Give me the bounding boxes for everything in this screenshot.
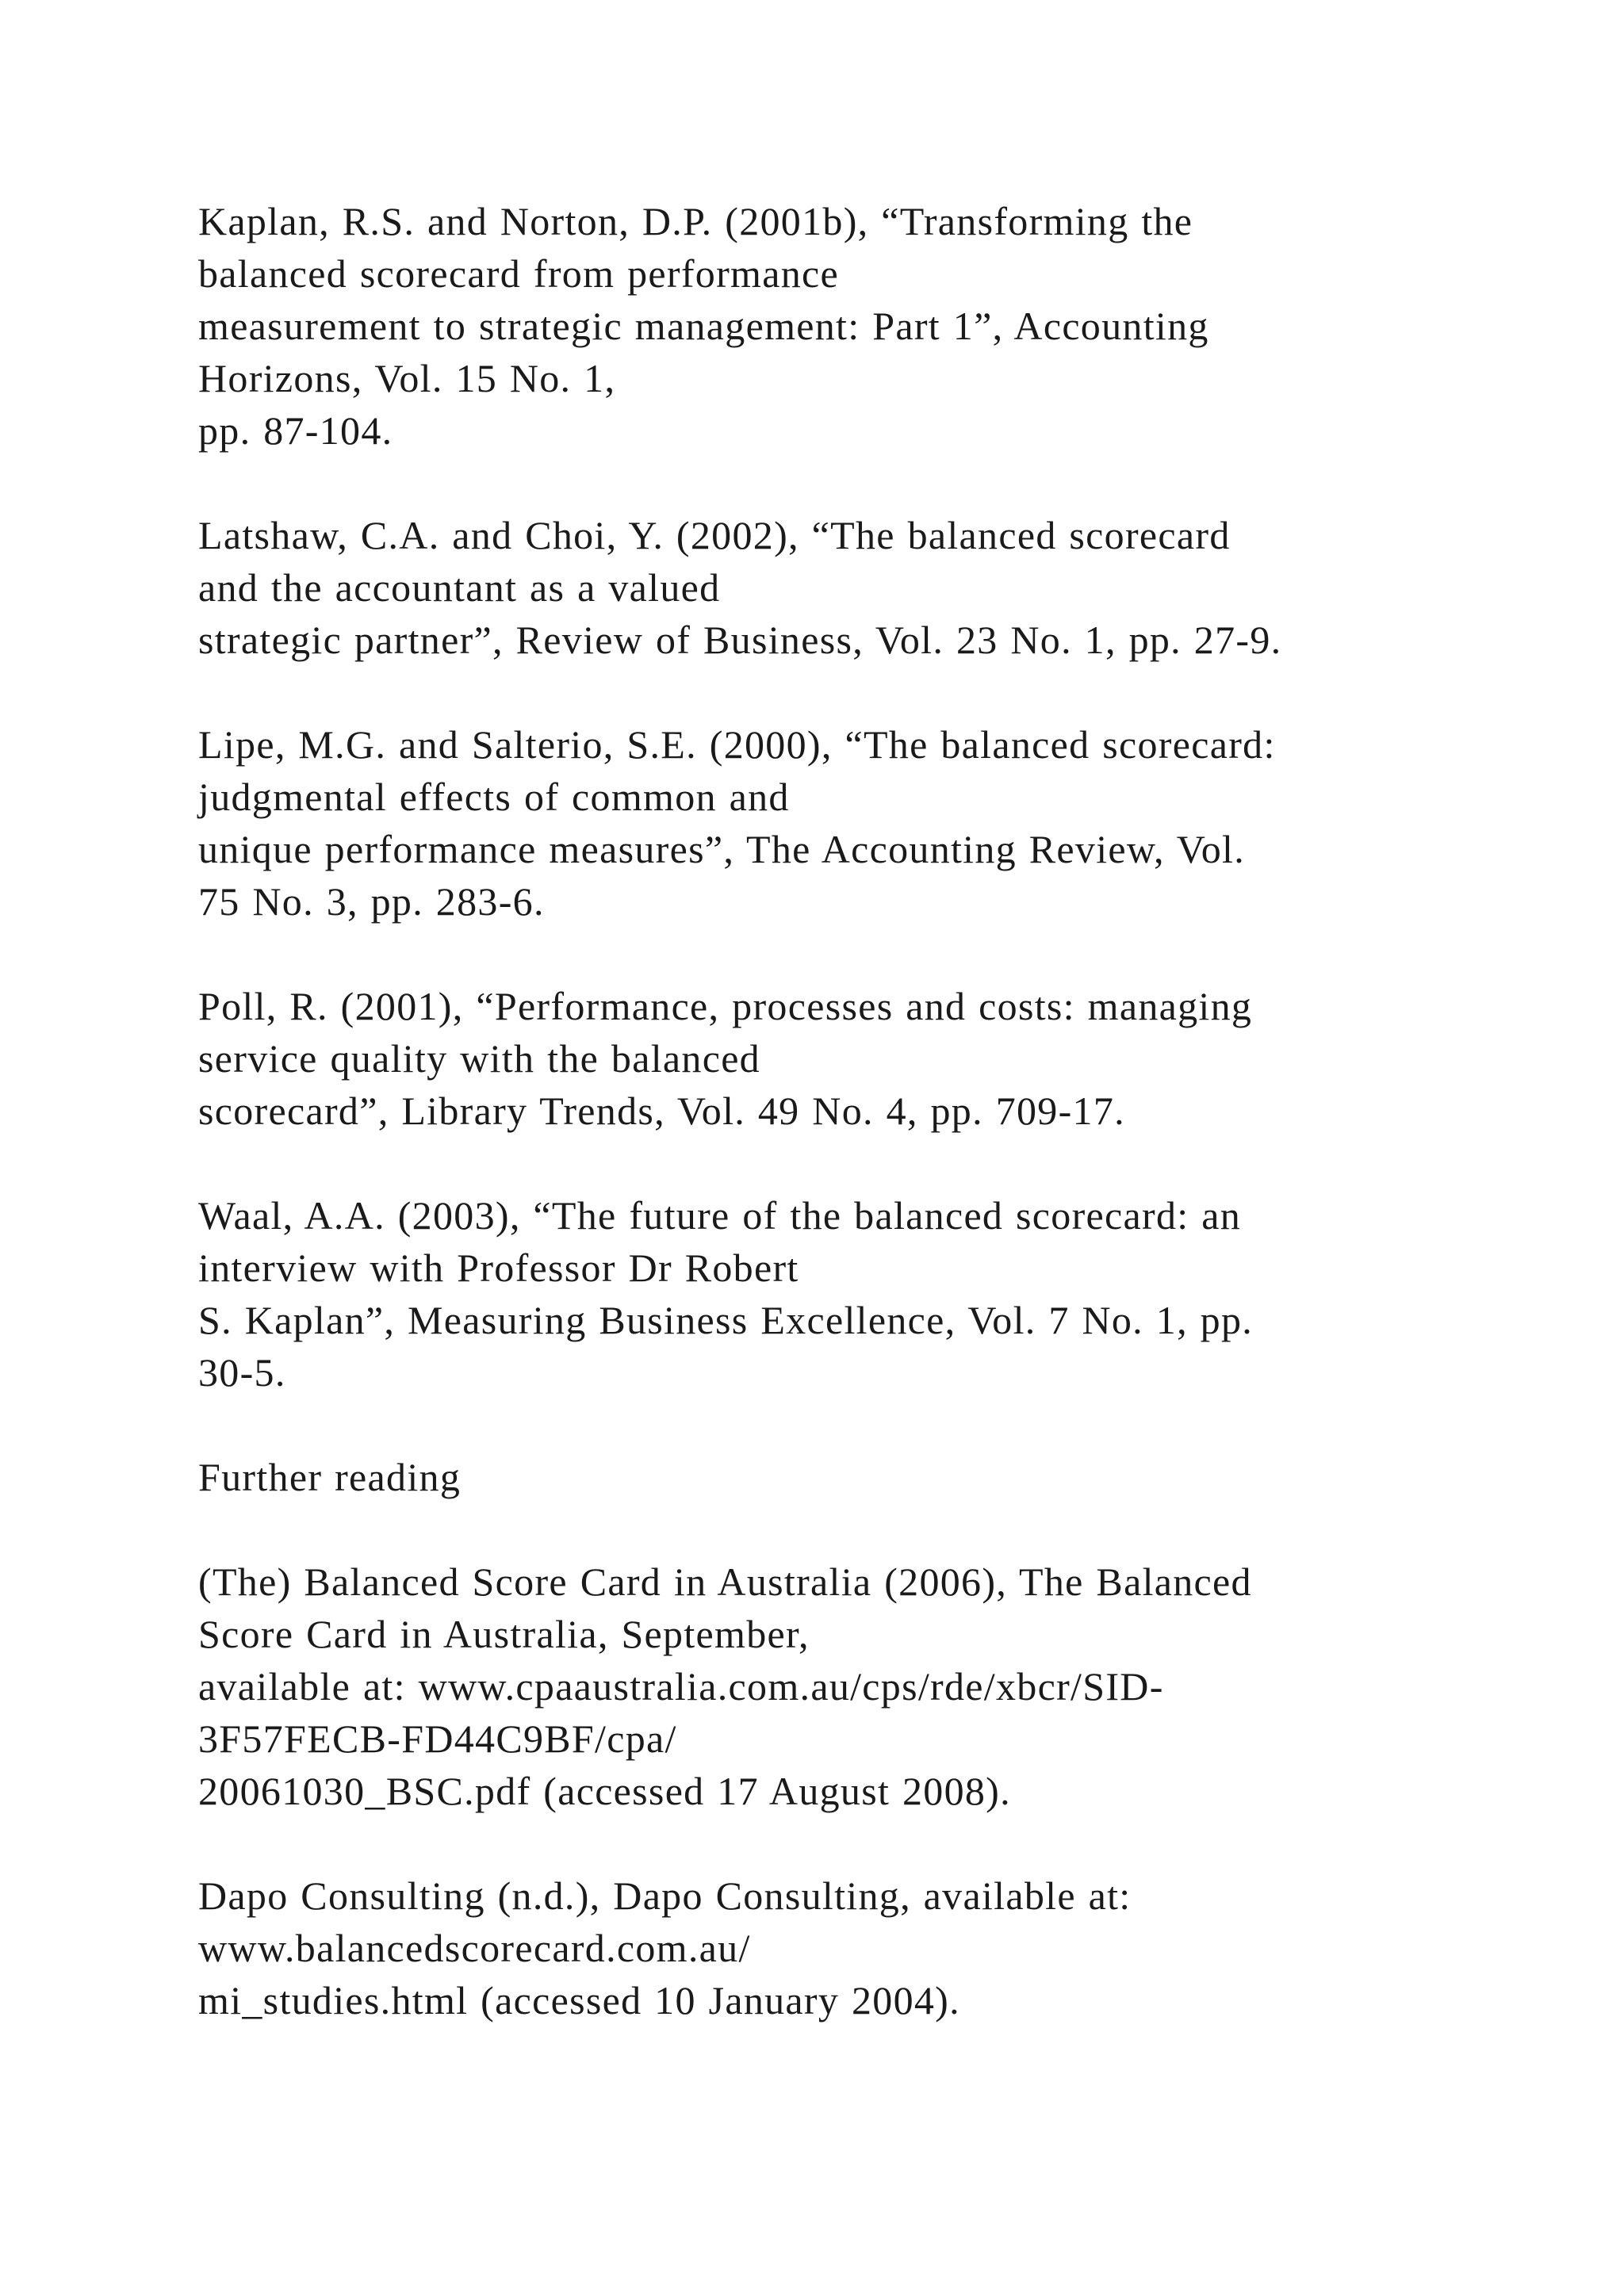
reference-latshaw-choi-2002 <box>198 509 1546 666</box>
reference-line: 75 No. 3, pp. 283-6. <box>198 879 545 924</box>
reference-line: balanced scorecard from performance <box>198 251 839 296</box>
reference-line: judgmental effects of common and <box>198 775 790 819</box>
reference-line: mi_studies.html (accessed 10 January 2004). <box>198 1978 960 2022</box>
further-reading-dapo-consulting <box>198 1869 1546 2026</box>
reference-line: Waal, A.A. (2003), “The future of the balanced scorecard: an <box>198 1193 1242 1238</box>
reference-line: 20061030_BSC.pdf (accessed 17 August 2008). <box>198 1769 1011 1813</box>
reference-waal-2003 <box>198 1189 1546 1399</box>
further-reading-heading <box>198 1451 1546 1503</box>
reference-line: 30-5. <box>198 1350 286 1395</box>
reference-line: S. Kaplan”, Measuring Business Excellence, Vol. 7 No. 1, pp. <box>198 1298 1254 1342</box>
reference-line: Latshaw, C.A. and Choi, Y. (2002), “The balanced scorecard <box>198 513 1231 557</box>
reference-line: pp. 87-104. <box>198 408 393 453</box>
reference-line: Lipe, M.G. and Salterio, S.E. (2000), “The balanced scorecard: <box>198 722 1276 767</box>
reference-line: measurement to strategic management: Part 1”, Accounting <box>198 304 1209 348</box>
reference-line: Poll, R. (2001), “Performance, processes and costs: managing <box>198 984 1253 1028</box>
reference-line: and the accountant as a valued <box>198 565 721 610</box>
reference-line: 3F57FECB-FD44C9BF/cpa/ <box>198 1716 677 1761</box>
reference-line: Dapo Consulting (n.d.), Dapo Consulting, available at: <box>198 1873 1132 1918</box>
reference-poll-2001 <box>198 980 1546 1137</box>
reference-kaplan-norton-2001b <box>198 195 1546 457</box>
reference-lipe-salterio-2000 <box>198 718 1546 928</box>
reference-line: Score Card in Australia, September, <box>198 1612 810 1656</box>
reference-line: available at: www.cpaaustralia.com.au/cps/rde/xbcr/SID- <box>198 1664 1164 1709</box>
further-reading-balanced-score-card-australia <box>198 1556 1546 1817</box>
reference-line: (The) Balanced Score Card in Australia (2006), The Balanced <box>198 1559 1252 1604</box>
reference-line: scorecard”, Library Trends, Vol. 49 No. 4, pp. 709-17. <box>198 1089 1125 1133</box>
document-body <box>198 195 1546 2079</box>
section-heading: Further reading <box>198 1455 462 1499</box>
reference-line: interview with Professor Dr Robert <box>198 1246 799 1290</box>
reference-line: www.balancedscorecard.com.au/ <box>198 1926 751 1970</box>
reference-line: service quality with the balanced <box>198 1036 760 1081</box>
reference-line: Horizons, Vol. 15 No. 1, <box>198 356 616 400</box>
reference-line: strategic partner”, Review of Business, Vol. 23 No. 1, pp. 27-9. <box>198 618 1282 662</box>
reference-line: unique performance measures”, The Accounting Review, Vol. <box>198 827 1246 871</box>
reference-line: Kaplan, R.S. and Norton, D.P. (2001b), “Transforming the <box>198 199 1193 243</box>
